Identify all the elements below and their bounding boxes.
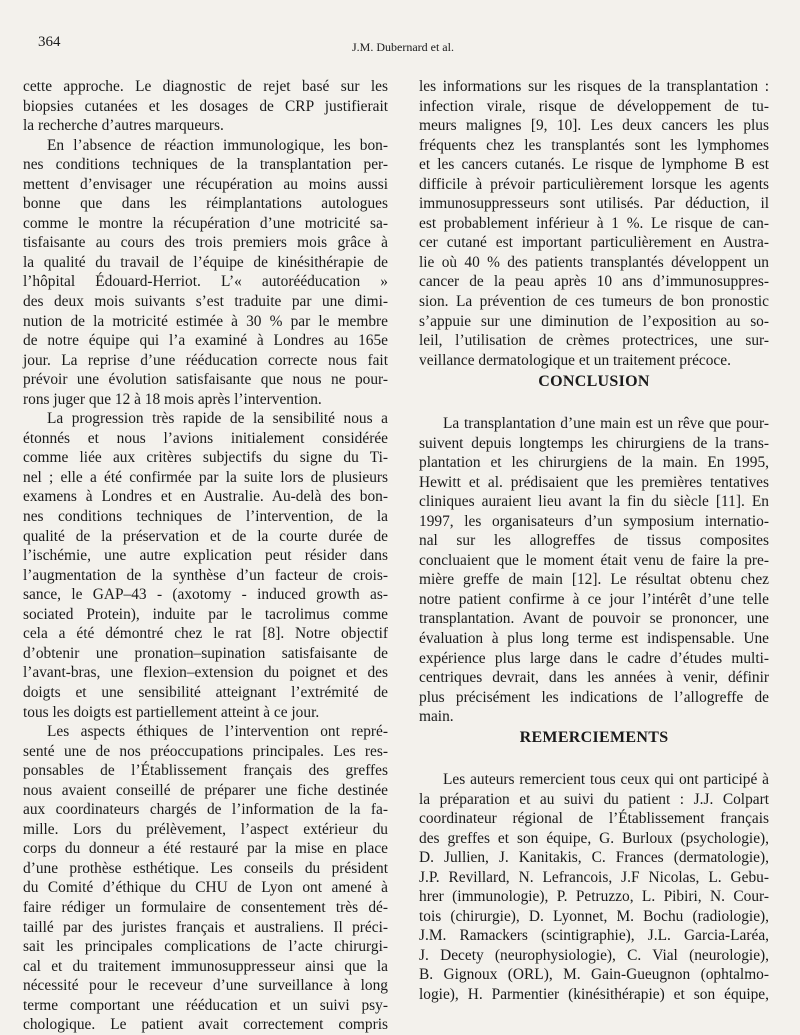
conclusion-line: 1997, les organisateurs d’un symposium internatio-	[419, 512, 769, 530]
right-column-line: cancer de la peau après 10 ans d’immunosuppres-	[419, 273, 769, 291]
conclusion-line: concluaient que le moment était venu de faire la pre-	[419, 551, 769, 569]
acknowledgements-line: la préparation et au suivi du patient : J.J. Colpart	[419, 790, 769, 808]
left-column-line: jour. La reprise d’une rééducation correcte nous fait	[23, 351, 388, 369]
acknowledgements-line: B. Gignoux (ORL), M. Gain-Gueugnon (ophtalmo-	[419, 966, 769, 984]
right-column-line: lie où 40 % des patients transplantés développent un	[419, 253, 769, 271]
acknowledgements-line: J. Decety (neurophysiologie), C. Vial (neurologie),	[419, 946, 769, 964]
left-column-line: de notre équipe qui l’a examiné à Londres au 165e	[23, 332, 388, 350]
left-column-line: l’ischémie, une autre explication peut résider dans	[23, 547, 388, 565]
right-column-line: immunosuppresseurs sont utilisés. Par déduction, il	[419, 195, 769, 213]
left-column-line: bonne que dans les réimplantations autologues	[23, 195, 388, 213]
page-number: 364	[38, 34, 61, 50]
acknowledgements-line: des greffes et son équipe, G. Burloux (psychologie),	[419, 829, 769, 847]
left-column-line: Les aspects éthiques de l’intervention ont repré-	[47, 723, 388, 741]
conclusion-line: notre patient confirme à ce jour l’intérêt d’une telle	[419, 590, 769, 608]
left-column-line: d’une prothèse esthétique. Les conseils du président	[23, 859, 388, 877]
left-column-line: nécessité pour le receveur d’une surveillance à long	[23, 977, 388, 995]
left-column-line: nes conditions techniques de la transplantation per-	[23, 156, 388, 174]
left-column-line: taillé par des juristes français et australiens. Il préci-	[23, 918, 388, 936]
conclusion-line: La transplantation d’une main est un rêve que pour-	[443, 415, 769, 432]
left-column-line: doigts et une sensibilité atteignant l’extrémité de	[23, 683, 388, 701]
left-column-line: la recherche d’autres marqueurs.	[23, 117, 224, 135]
conclusion-line: plantation et les chirurgiens de la main. En 1995,	[419, 454, 769, 472]
right-column-line: est probablement inférieur à 1 %. Le risque de can-	[419, 214, 769, 232]
conclusion-line: transplantation. Avant de pouvoir se prononcer, une	[419, 610, 769, 628]
left-column-line: nous avaient conseillé de préparer une fiche destinée	[23, 781, 388, 799]
right-column-line: difficile à prévoir particulièrement lorsque les agents	[419, 175, 769, 193]
acknowledgements-body	[419, 770, 769, 1005]
left-column-line: rons juger que 12 à 18 mois après l’intervention.	[23, 390, 322, 408]
conclusion-line: expérience plus large dans le cadre d’études multi-	[419, 649, 769, 667]
left-column-line: chologique. Le patient avait correctement compris	[23, 1016, 388, 1034]
right-column-line: cer cutané est important particulièrement en Austra-	[419, 234, 769, 252]
left-column-line: des deux mois suivants s’est traduite par une dimi-	[23, 293, 388, 311]
left-column-line: biopsies cutanées et les dosages de CRP justifierait	[23, 97, 388, 115]
left-column-line: tisfaisante au cours des trois premiers mois grâce à	[23, 234, 388, 252]
right-column-line: sion. La prévention de ces tumeurs de bon pronostic	[419, 293, 769, 311]
left-column-line: prévoir une évolution satisfaisante que nous ne pour-	[23, 371, 388, 389]
right-column-line: meurs malignes [9, 10]. Les deux cancers les plus	[419, 117, 769, 135]
conclusion-line: mière greffe de main [12]. Le résultat obtenu chez	[419, 571, 769, 589]
left-column-line: nes conditions techniques de l’intervention, de la	[23, 508, 388, 526]
right-column-line: veillance dermatologique et un traitement précoce.	[419, 351, 731, 369]
left-column-line: étonnés et nous l’avions initialement considérée	[23, 429, 388, 447]
left-column-line: comme le montre la récupération d’une motricité sa-	[23, 214, 388, 232]
left-column-line: senté une de nos préoccupations principales. Les res-	[23, 742, 388, 760]
left-column-line: du Comité d’éthique du CHU de Lyon ont amené à	[23, 879, 388, 897]
left-column-line: mettent d’envisager une récupération au moins aussi	[23, 175, 388, 193]
acknowledgements-line: J.P. Revillard, N. Lefrancois, J.F Nicolas, L. Gebu-	[419, 868, 769, 886]
conclusion-line: évaluation à plus long terme est indispensable. Une	[419, 630, 769, 648]
left-column-line: nution de la motricité estimée à 30 % par le membre	[23, 312, 388, 330]
left-column-line: mille. Lors du prélèvement, l’aspect extérieur du	[23, 820, 388, 838]
left-column-line: cela a été démontré chez le rat [8]. Notre objectif	[23, 625, 388, 643]
acknowledgements-line: hrer (immunologie), P. Petruzzo, L. Pibiri, N. Cour-	[419, 888, 769, 906]
left-column-line: cette approche. Le diagnostic de rejet basé sur les	[23, 78, 388, 95]
left-column-line: d’obtenir une pronation–supination satisfaisante de	[23, 644, 388, 662]
acknowledgements-line: D. Jullien, J. Kanitakis, C. Frances (dermatologie),	[419, 849, 769, 867]
conclusion-line: nal sur les allogreffes de tissus composites	[419, 532, 769, 550]
left-column-line: sait les principales complications de l’acte chirurgi-	[23, 938, 388, 956]
left-column-line: cal et du traitement immunosuppresseur ainsi que la	[23, 957, 388, 975]
right-column-line: s’appuie sur une diminution de l’exposition au so-	[419, 312, 769, 330]
conclusion-line: centriques devrait, dans les années à venir, définir	[419, 669, 769, 687]
left-column-line: examens à Londres et en Australie. Au-delà des bon-	[23, 488, 388, 506]
right-column-line: fréquents chez les transplantés sont les lymphomes	[419, 136, 769, 154]
conclusion-heading: CONCLUSION	[538, 373, 650, 390]
acknowledgements-line: tois (chirurgie), D. Lyonnet, M. Bochu (radiologie),	[419, 907, 769, 925]
left-column-line: l’hôpital Édouard-Herriot. L’« autorééducation »	[23, 273, 388, 291]
left-column-line: aux coordinateurs chargés de l’information de la fa-	[23, 801, 388, 819]
left-column-line: tous les doigts est partiellement atteint à ce jour.	[23, 703, 320, 721]
left-column-line: La progression très rapide de la sensibilité nous a	[47, 410, 388, 428]
left-column-line: sociated Protein), induite par le tacrolimus comme	[23, 605, 388, 623]
left-column-line: qualité de la préservation et de la courte durée de	[23, 527, 388, 545]
left-column-line: comme liée aux critères subjectifs du signe du Ti-	[23, 449, 388, 467]
right-column-line: leil, l’utilisation de crèmes protectrices, une sur-	[419, 332, 769, 350]
conclusion-line: suivent depuis longtemps les chirurgiens de la trans-	[419, 434, 769, 452]
left-column-line: ponsables de l’Établissement français des greffes	[23, 762, 388, 780]
left-column-line: l’avant-bras, une flexion–extension du poignet et des	[23, 664, 388, 682]
left-column-line: sance, le GAP–43 - (axotomy - induced growth as-	[23, 586, 388, 604]
right-column-risks-paragraph	[419, 77, 769, 370]
acknowledgements-heading: REMERCIEMENTS	[519, 729, 669, 746]
right-column-line: et les cancers cutanés. Le risque de lymphome B est	[419, 156, 769, 174]
acknowledgements-line: logie), H. Parmentier (kinésithérapie) et son équipe,	[419, 986, 769, 1004]
acknowledgements-line: coordinateur régional de l’Établissement français	[419, 810, 769, 828]
acknowledgements-line: Les auteurs remercient tous ceux qui ont participé à	[443, 771, 769, 788]
left-column-line: la qualité du travail de l’équipe de kinésithérapie de	[23, 253, 388, 271]
conclusion-line: main.	[419, 708, 454, 726]
conclusion-body	[419, 414, 769, 727]
right-column-line: infection virale, risque de développement de tu-	[419, 97, 769, 115]
left-column	[23, 77, 388, 1035]
acknowledgements-line: J.M. Ramackers (scintigraphie), J.L. Garcia-Laréa,	[419, 927, 769, 945]
left-column-line: nel ; elle a été confirmée par la suite lors de plusieurs	[23, 468, 388, 486]
left-column-line: terme comportant une rééducation et un suivi psy-	[23, 996, 388, 1014]
left-column-line: En l’absence de réaction immunologique, les bon-	[47, 136, 388, 154]
right-column-line: les informations sur les risques de la transplantation :	[419, 78, 769, 95]
conclusion-line: cliniques auraient lieu avant la fin du siècle [11]. En	[419, 493, 769, 511]
conclusion-line: plus précisément les indications de l’allogreffe de	[419, 688, 769, 706]
running-head: J.M. Dubernard et al.	[352, 40, 454, 54]
left-column-line: l’augmentation de la synthèse d’un facteur de crois-	[23, 566, 388, 584]
conclusion-line: Hewitt et al. prédisaient que les premières tentatives	[419, 473, 769, 491]
left-column-line: corps du donneur a été restauré par la mise en place	[23, 840, 388, 858]
left-column-line: faire rédiger un formulaire de consentement très dé-	[23, 898, 388, 916]
